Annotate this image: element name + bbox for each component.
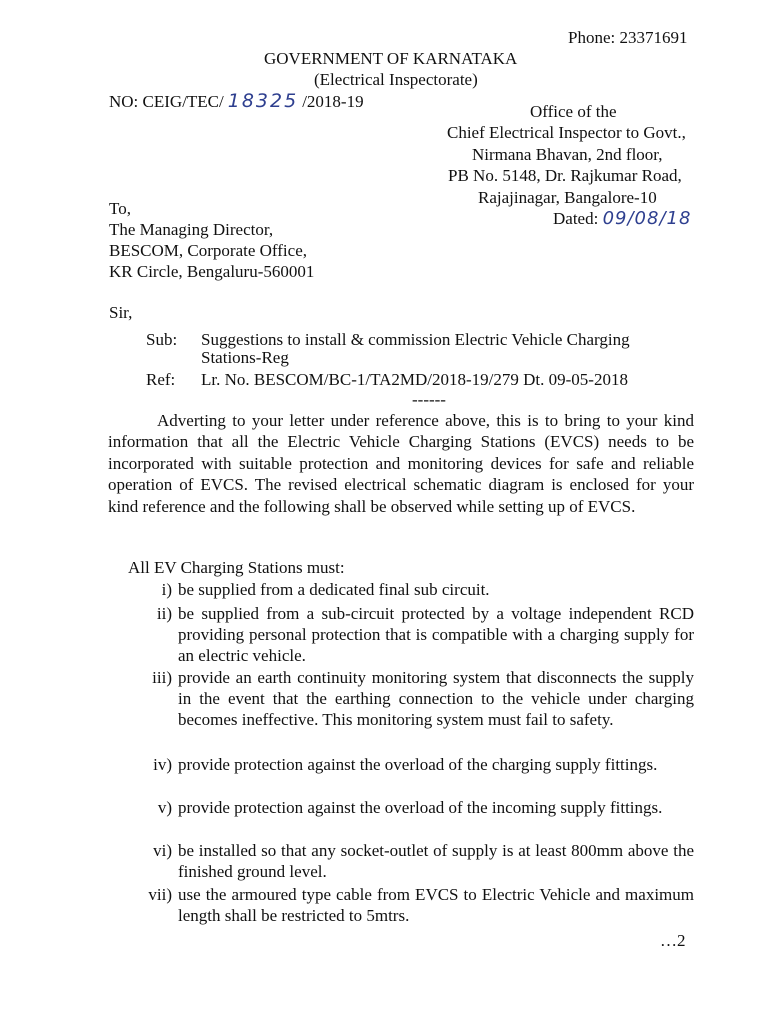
page-continuation: …2	[660, 931, 686, 950]
office-line-3: Nirmana Bhavan, 2nd floor,	[472, 145, 663, 164]
list-item-text: use the armoured type cable from EVCS to Electric Vehicle and maximum length shall be restricted to 5mtrs.	[178, 885, 694, 925]
recipient-line-1: The Managing Director,	[109, 220, 274, 239]
list-item-number: vi)	[153, 841, 172, 860]
list-item-text: be supplied from a dedicated final sub circuit.	[178, 580, 490, 599]
list-item-number: iv)	[153, 755, 172, 774]
reference-label: Ref:	[146, 370, 176, 389]
to-label: To,	[109, 199, 131, 218]
subject-label: Sub:	[146, 330, 178, 349]
reference-suffix: /2018-19	[302, 92, 364, 111]
subject-line-1: Suggestions to install & commission Electric Vehicle Charging	[201, 330, 630, 349]
list-item-text: be supplied from a sub-circuit protected by a voltage independent RCD providing personal protection that is compatible with a charging supply for an electric vehicle.	[178, 604, 694, 665]
list-item-text: provide an earth continuity monitoring system that disconnects the supply in the event that the earthing connection to the vehicle under charging becomes ineffective. This monitoring system must fail to safety.	[178, 668, 694, 729]
handwritten-date: 09/08/18	[602, 208, 692, 229]
phone-number: Phone: 23371691	[568, 28, 688, 47]
list-item-number: iii)	[152, 668, 172, 687]
list-item-number: v)	[157, 798, 172, 817]
salutation: Sir,	[109, 303, 133, 322]
list-item-text: provide protection against the overload of the charging supply fittings.	[178, 755, 658, 774]
reference-separator: ------	[412, 390, 446, 409]
reference-text: Lr. No. BESCOM/BC-1/TA2MD/2018-19/279 Dt. 09-05-2018	[201, 370, 628, 389]
handwritten-reference-number: 18325	[227, 90, 299, 112]
department-heading: (Electrical Inspectorate)	[314, 70, 478, 89]
dated-line	[553, 208, 691, 229]
list-item-number: ii)	[156, 604, 172, 623]
office-line-4: PB No. 5148, Dr. Rajkumar Road,	[448, 166, 682, 185]
reference-prefix: NO: CEIG/TEC/	[109, 92, 224, 111]
office-line-1: Office of the	[530, 102, 617, 121]
list-intro: All EV Charging Stations must:	[128, 558, 345, 577]
office-line-5: Rajajinagar, Bangalore-10	[478, 188, 657, 207]
dated-label: Dated:	[553, 209, 599, 228]
list-item-number: vii)	[148, 885, 172, 904]
subject-line-2: Stations-Reg	[201, 348, 289, 367]
list-item-text: provide protection against the overload of the incoming supply fittings.	[178, 798, 663, 817]
office-line-2: Chief Electrical Inspector to Govt.,	[447, 123, 686, 142]
body-paragraph: Adverting to your letter under reference above, this is to bring to your kind information that all the Electric Vehicle Charging Stations (EVCS) needs to be incorporated with suitable protection and monitoring devices for safe and reliable operation of EVCS. The revised electrical schematic diagram is enclosed for your kind reference and the following shall be observed while setting up of EVCS.	[108, 411, 694, 516]
recipient-line-2: BESCOM, Corporate Office,	[109, 241, 307, 260]
recipient-line-3: KR Circle, Bengaluru-560001	[109, 262, 315, 281]
list-item-number: i)	[161, 580, 172, 599]
reference-number	[109, 91, 364, 112]
list-item-text: be installed so that any socket-outlet of supply is at least 800mm above the finished ground level.	[178, 841, 694, 881]
government-heading: GOVERNMENT OF KARNATAKA	[264, 49, 518, 68]
